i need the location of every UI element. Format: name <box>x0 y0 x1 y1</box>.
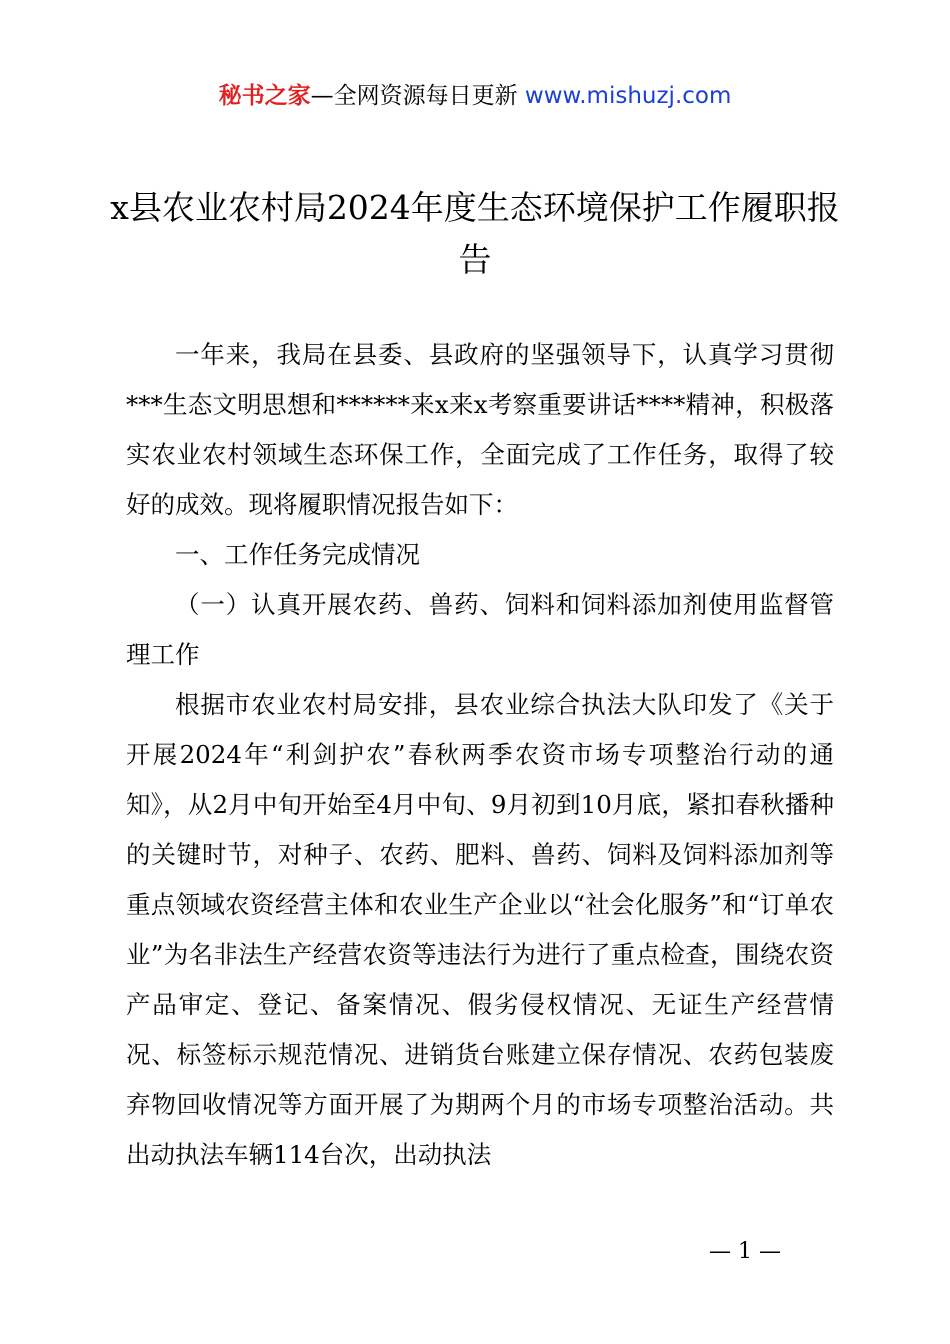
body-paragraph: 根据市农业农村局安排，县农业综合执法大队印发了《关于开展2024年“利剑护农”春秋两季农资市场专项整治行动的通知》，从2月中旬开始至4月中旬、9月初到10月底，紧扣春秋播种的关键时节，对种子、农药、肥料、兽药、饲料及饲料添加剂等重点领域农资经营主体和农业生产企业以“社会化服务”和“订单农业”为名非法生产经营农资等违法行为进行了重点检查，围绕农资产品审定、登记、备案情况、假劣侵权情况、无证生产经营情况、标签标示规范情况、进销货台账建立保存情况、农药包装废弃物回收情况等方面开展了为期两个月的市场专项整治活动。共出动执法车辆114台次，出动执法 <box>126 690 834 1169</box>
document-body <box>126 330 834 1180</box>
document-title: x县农业农村局2024年度生态环境保护工作履职报告 <box>110 188 840 279</box>
site-url-link[interactable]: www.mishuzj.com <box>524 83 732 109</box>
intro-paragraph: 一年来，我局在县委、县政府的坚强领导下，认真学习贯彻***生态文明思想和******来x来x考察重要讲话****精神，积极落实农业农村领域生态环保工作，全面完成了工作任务，取得了较好的成效。现将履职情况报告如下： <box>126 340 834 519</box>
site-header <box>0 80 950 112</box>
header-tagline: —全网资源每日更新 <box>310 83 518 109</box>
subsection-heading: （一）认真开展农药、兽药、饲料和饲料添加剂使用监督管理工作 <box>126 590 834 669</box>
brand-name: 秘书之家 <box>218 83 311 109</box>
section-heading: 一、工作任务完成情况 <box>175 540 420 569</box>
page-number: — 1 — <box>709 1239 781 1264</box>
